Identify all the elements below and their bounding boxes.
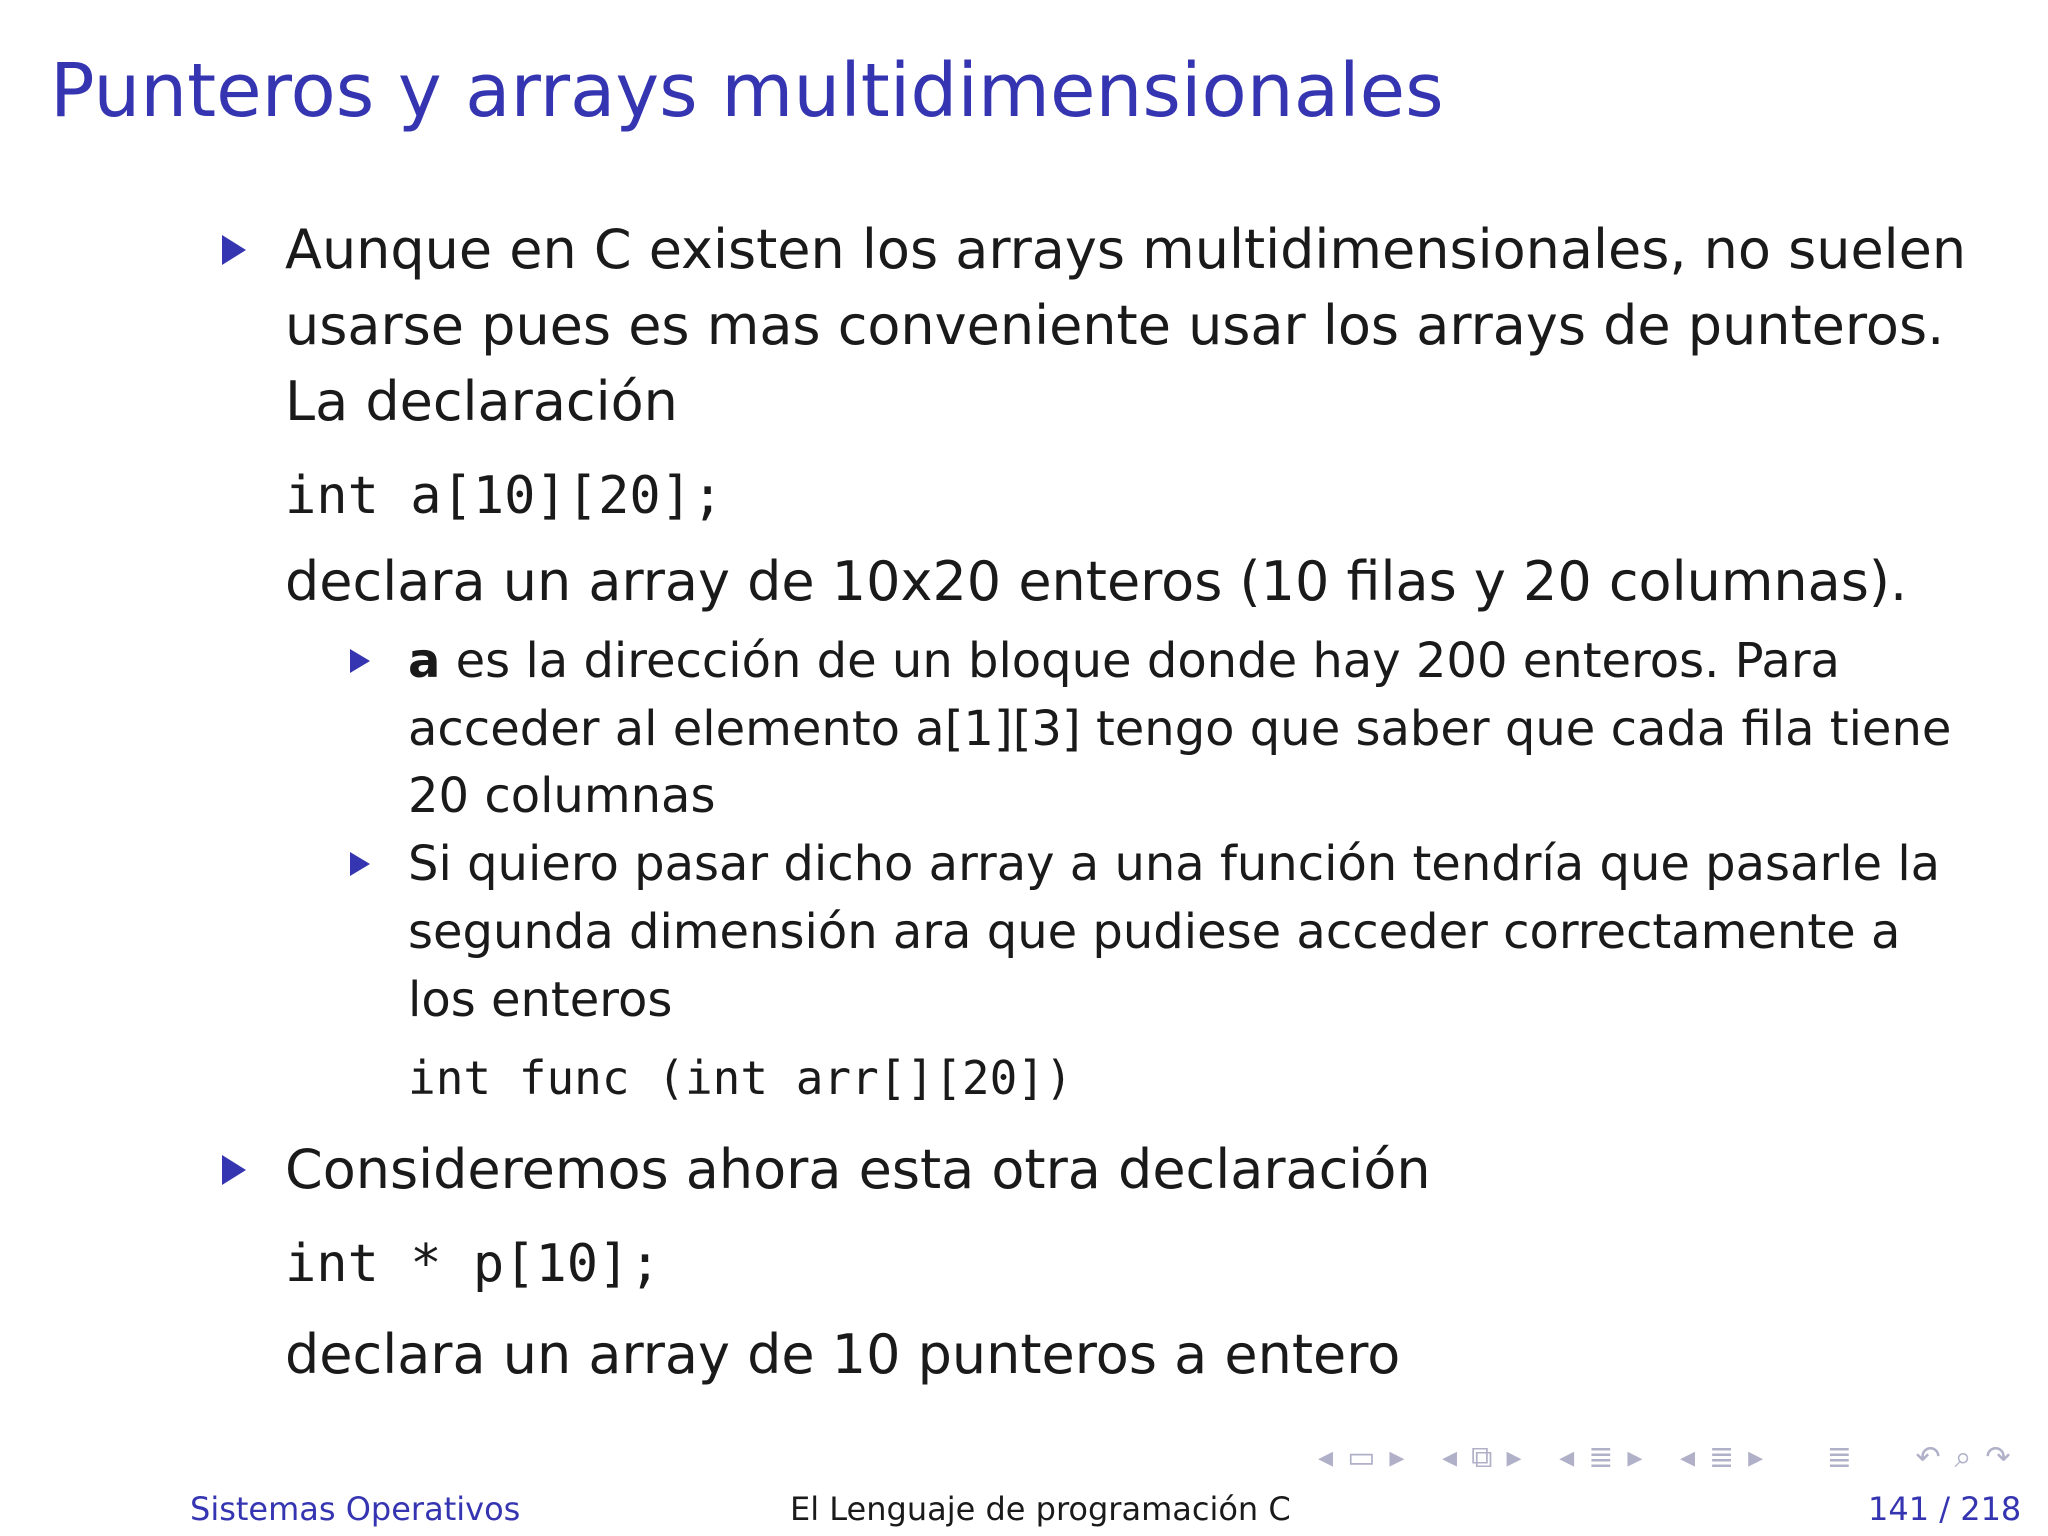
- forward-icon[interactable]: ↷: [1985, 1440, 2011, 1475]
- toc-icon[interactable]: ≣: [1826, 1440, 1852, 1475]
- bullet-1-line-1: Aunque en C existen los arrays multidimensionales, no suelen: [285, 218, 1967, 281]
- code-func-signature: int func (int arr[][20]): [408, 1051, 1073, 1105]
- bullet-1-line-3: La declaración: [285, 370, 678, 433]
- next-frame-icon[interactable]: ▸: [1389, 1440, 1405, 1475]
- sub-bullet-marker-icon: [350, 852, 370, 876]
- next-section-icon-2[interactable]: ▸: [1748, 1440, 1764, 1475]
- back-icon[interactable]: ↶: [1915, 1440, 1941, 1475]
- slide-title: Punteros y arrays multidimensionales: [50, 48, 1444, 134]
- code-declaration-a: int a[10][20];: [285, 466, 724, 526]
- bullet-marker-icon: [222, 1155, 246, 1185]
- frame-icon[interactable]: ▭: [1347, 1440, 1376, 1475]
- footer-center: El Lenguaje de programación C: [790, 1490, 1291, 1528]
- code-declaration-p: int * p[10];: [285, 1234, 661, 1294]
- section-icon[interactable]: ≣: [1588, 1440, 1614, 1475]
- next-section-icon[interactable]: ▸: [1627, 1440, 1643, 1475]
- subsection-icon[interactable]: ⧉: [1471, 1440, 1493, 1475]
- sub-bullet-2-line-2: segunda dimensión ara que pudiese acceder correctamente a: [408, 904, 1901, 960]
- navigation-bar: [1318, 1440, 2025, 1475]
- section-icon-2[interactable]: ≣: [1709, 1440, 1735, 1475]
- bullet-2-after-code: declara un array de 10 punteros a entero: [285, 1323, 1401, 1386]
- next-subsection-icon[interactable]: ▸: [1506, 1440, 1522, 1475]
- sub-bullet-2-line-3: los enteros: [408, 972, 673, 1028]
- bullet-1-after-code: declara un array de 10x20 enteros (10 filas y 20 columnas).: [285, 550, 1908, 613]
- bullet-2-line-1: Consideremos ahora esta otra declaración: [285, 1138, 1431, 1201]
- sub-bullet-2-line-1: Si quiero pasar dicho array a una función tendría que pasarle la: [408, 836, 1941, 892]
- sub-bullet-1-bold: a: [408, 633, 441, 689]
- prev-section-icon[interactable]: ◂: [1559, 1440, 1575, 1475]
- prev-subsection-icon[interactable]: ◂: [1442, 1440, 1458, 1475]
- bullet-1-line-2: usarse pues es mas conveniente usar los arrays de punteros.: [285, 294, 1945, 357]
- footer-page-number: 141 / 218: [1868, 1490, 2022, 1528]
- search-icon[interactable]: ⌕: [1954, 1440, 1972, 1475]
- bullet-marker-icon: [222, 235, 246, 265]
- prev-section-icon-2[interactable]: ◂: [1679, 1440, 1695, 1475]
- sub-bullet-1-rest: es la dirección de un bloque donde hay 200 enteros. Para: [440, 633, 1840, 689]
- sub-bullet-marker-icon: [350, 649, 370, 673]
- prev-frame-icon[interactable]: ◂: [1318, 1440, 1334, 1475]
- sub-bullet-1-line-1: [408, 627, 1840, 695]
- sub-bullet-1-line-3: 20 columnas: [408, 768, 716, 824]
- sub-bullet-1-line-2: acceder al elemento a[1][3] tengo que saber que cada fila tiene: [408, 701, 1952, 757]
- footer-left: Sistemas Operativos: [190, 1490, 521, 1528]
